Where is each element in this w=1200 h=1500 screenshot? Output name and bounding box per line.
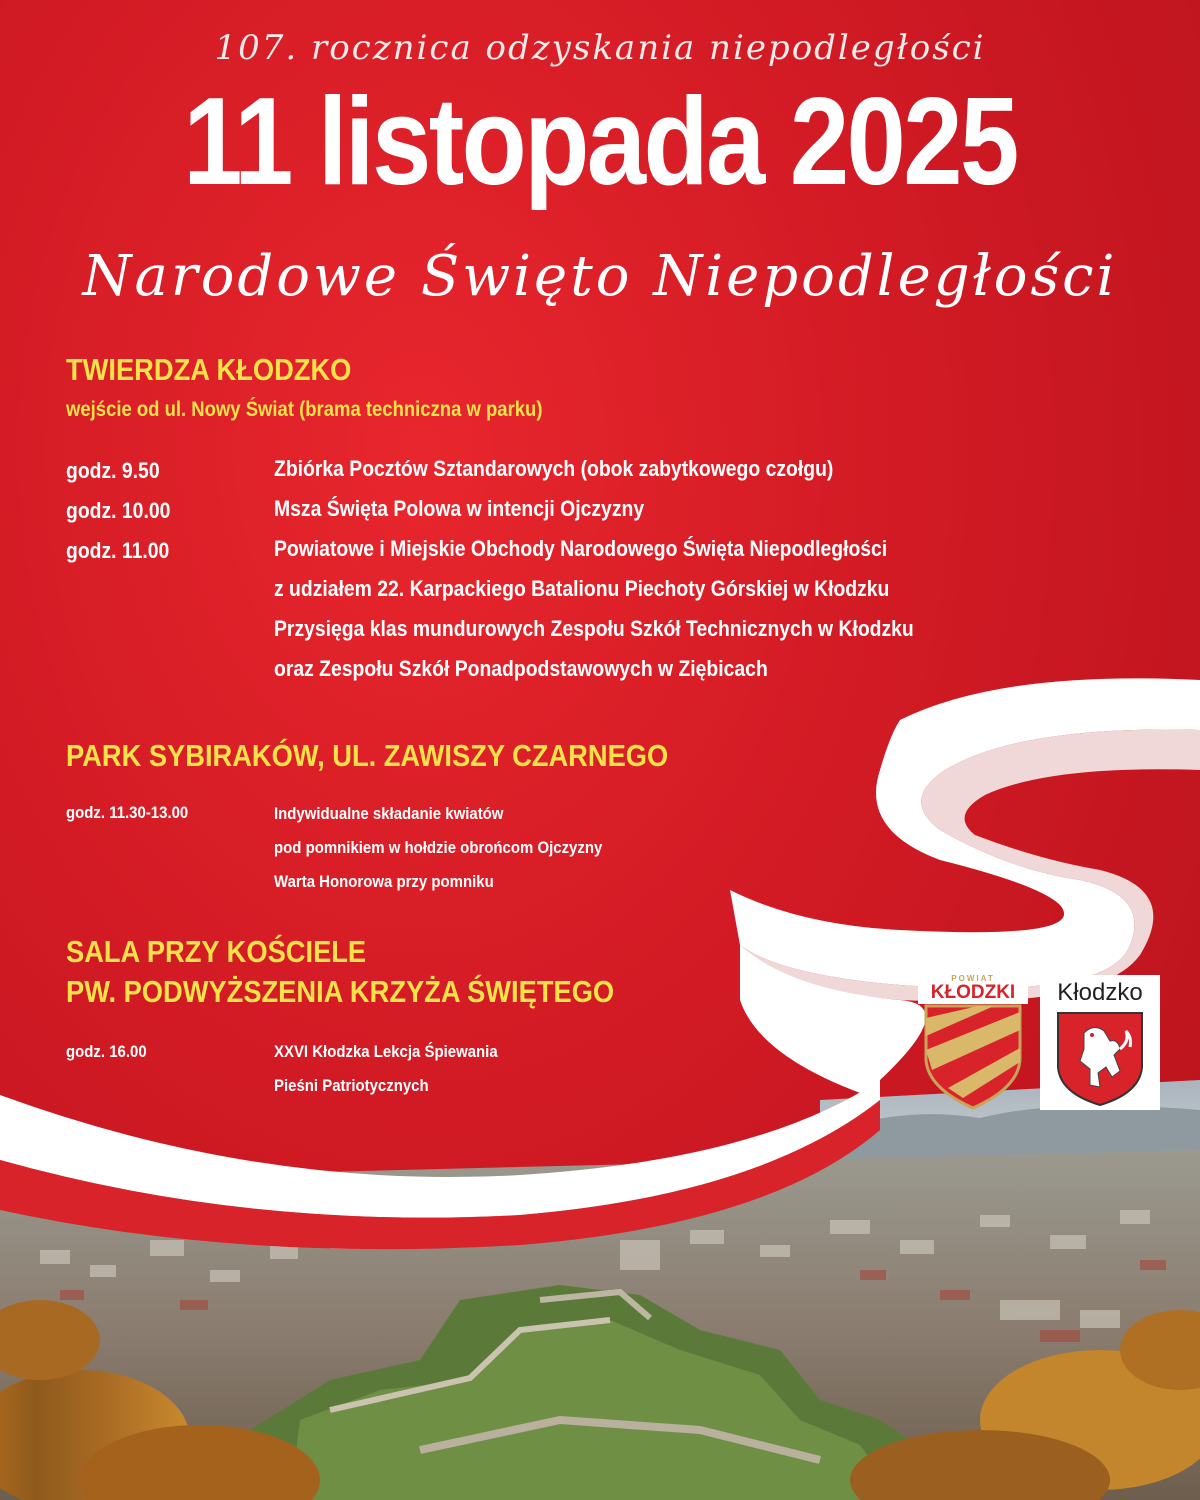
event-description: Pieśni Patriotycznych [274,1076,429,1095]
event-description: XXVI Kłodzka Lekcja Śpiewania [274,1042,498,1061]
section-title-twierdza: TWIERDZA KŁODZKO [66,352,352,387]
event-date-title: 11 listopada 2025 [183,73,1017,211]
klodzko-lion-shield-icon [1054,1011,1146,1107]
powiat-label: POWIAT [951,974,995,983]
anniversary-subtitle: 107. rocznica odzyskania niepodległości [214,28,986,68]
event-time: godz. 11.00 [66,538,170,563]
section-title-sala: SALA PRZY KOŚCIELE [66,934,367,969]
klodzko-city-logo [1040,975,1160,1110]
event-time: godz. 11.30-13.00 [66,803,189,822]
event-description: Indywidualne składanie kwiatów [274,804,504,823]
event-description: Przysięga klas mundurowych Zespołu Szkół Technicznych w Kłodzku [274,616,914,641]
event-description: pod pomnikiem w hołdzie obrońcom Ojczyzny [274,838,603,857]
section-subtitle-twierdza: wejście od ul. Nowy Świat (brama techniczna w parku) [66,398,543,421]
event-description: Powiatowe i Miejskie Obchody Narodowego Święta Niepodległości [274,536,888,561]
event-time: godz. 9.50 [66,458,160,483]
event-time: godz. 10.00 [66,498,171,523]
holiday-name: Narodowe Święto Niepodległości [82,244,1118,309]
powiat-name: KŁODZKI [930,982,1016,1003]
event-time: godz. 16.00 [66,1042,147,1061]
event-description: z udziałem 22. Karpackiego Batalionu Piechoty Górskiej w Kłodzku [274,576,890,601]
event-description: Msza Święta Polowa w intencji Ojczyzny [274,496,645,521]
event-description: Zbiórka Pocztów Sztandarowych (obok zabytkowego czołgu) [274,456,834,481]
section-title-sala-line2: PW. PODWYŻSZENIA KRZYŻA ŚWIĘTEGO [66,974,615,1009]
section-title-park: PARK SYBIRAKÓW, UL. ZAWISZY CZARNEGO [66,738,669,773]
powiat-klodzki-logo [918,970,1028,1110]
city-name: Kłodzko [1057,979,1143,1006]
event-description: Warta Honorowa przy pomniku [274,872,494,891]
event-description: oraz Zespołu Szkół Ponadpodstawowych w Ziębicach [274,656,768,681]
